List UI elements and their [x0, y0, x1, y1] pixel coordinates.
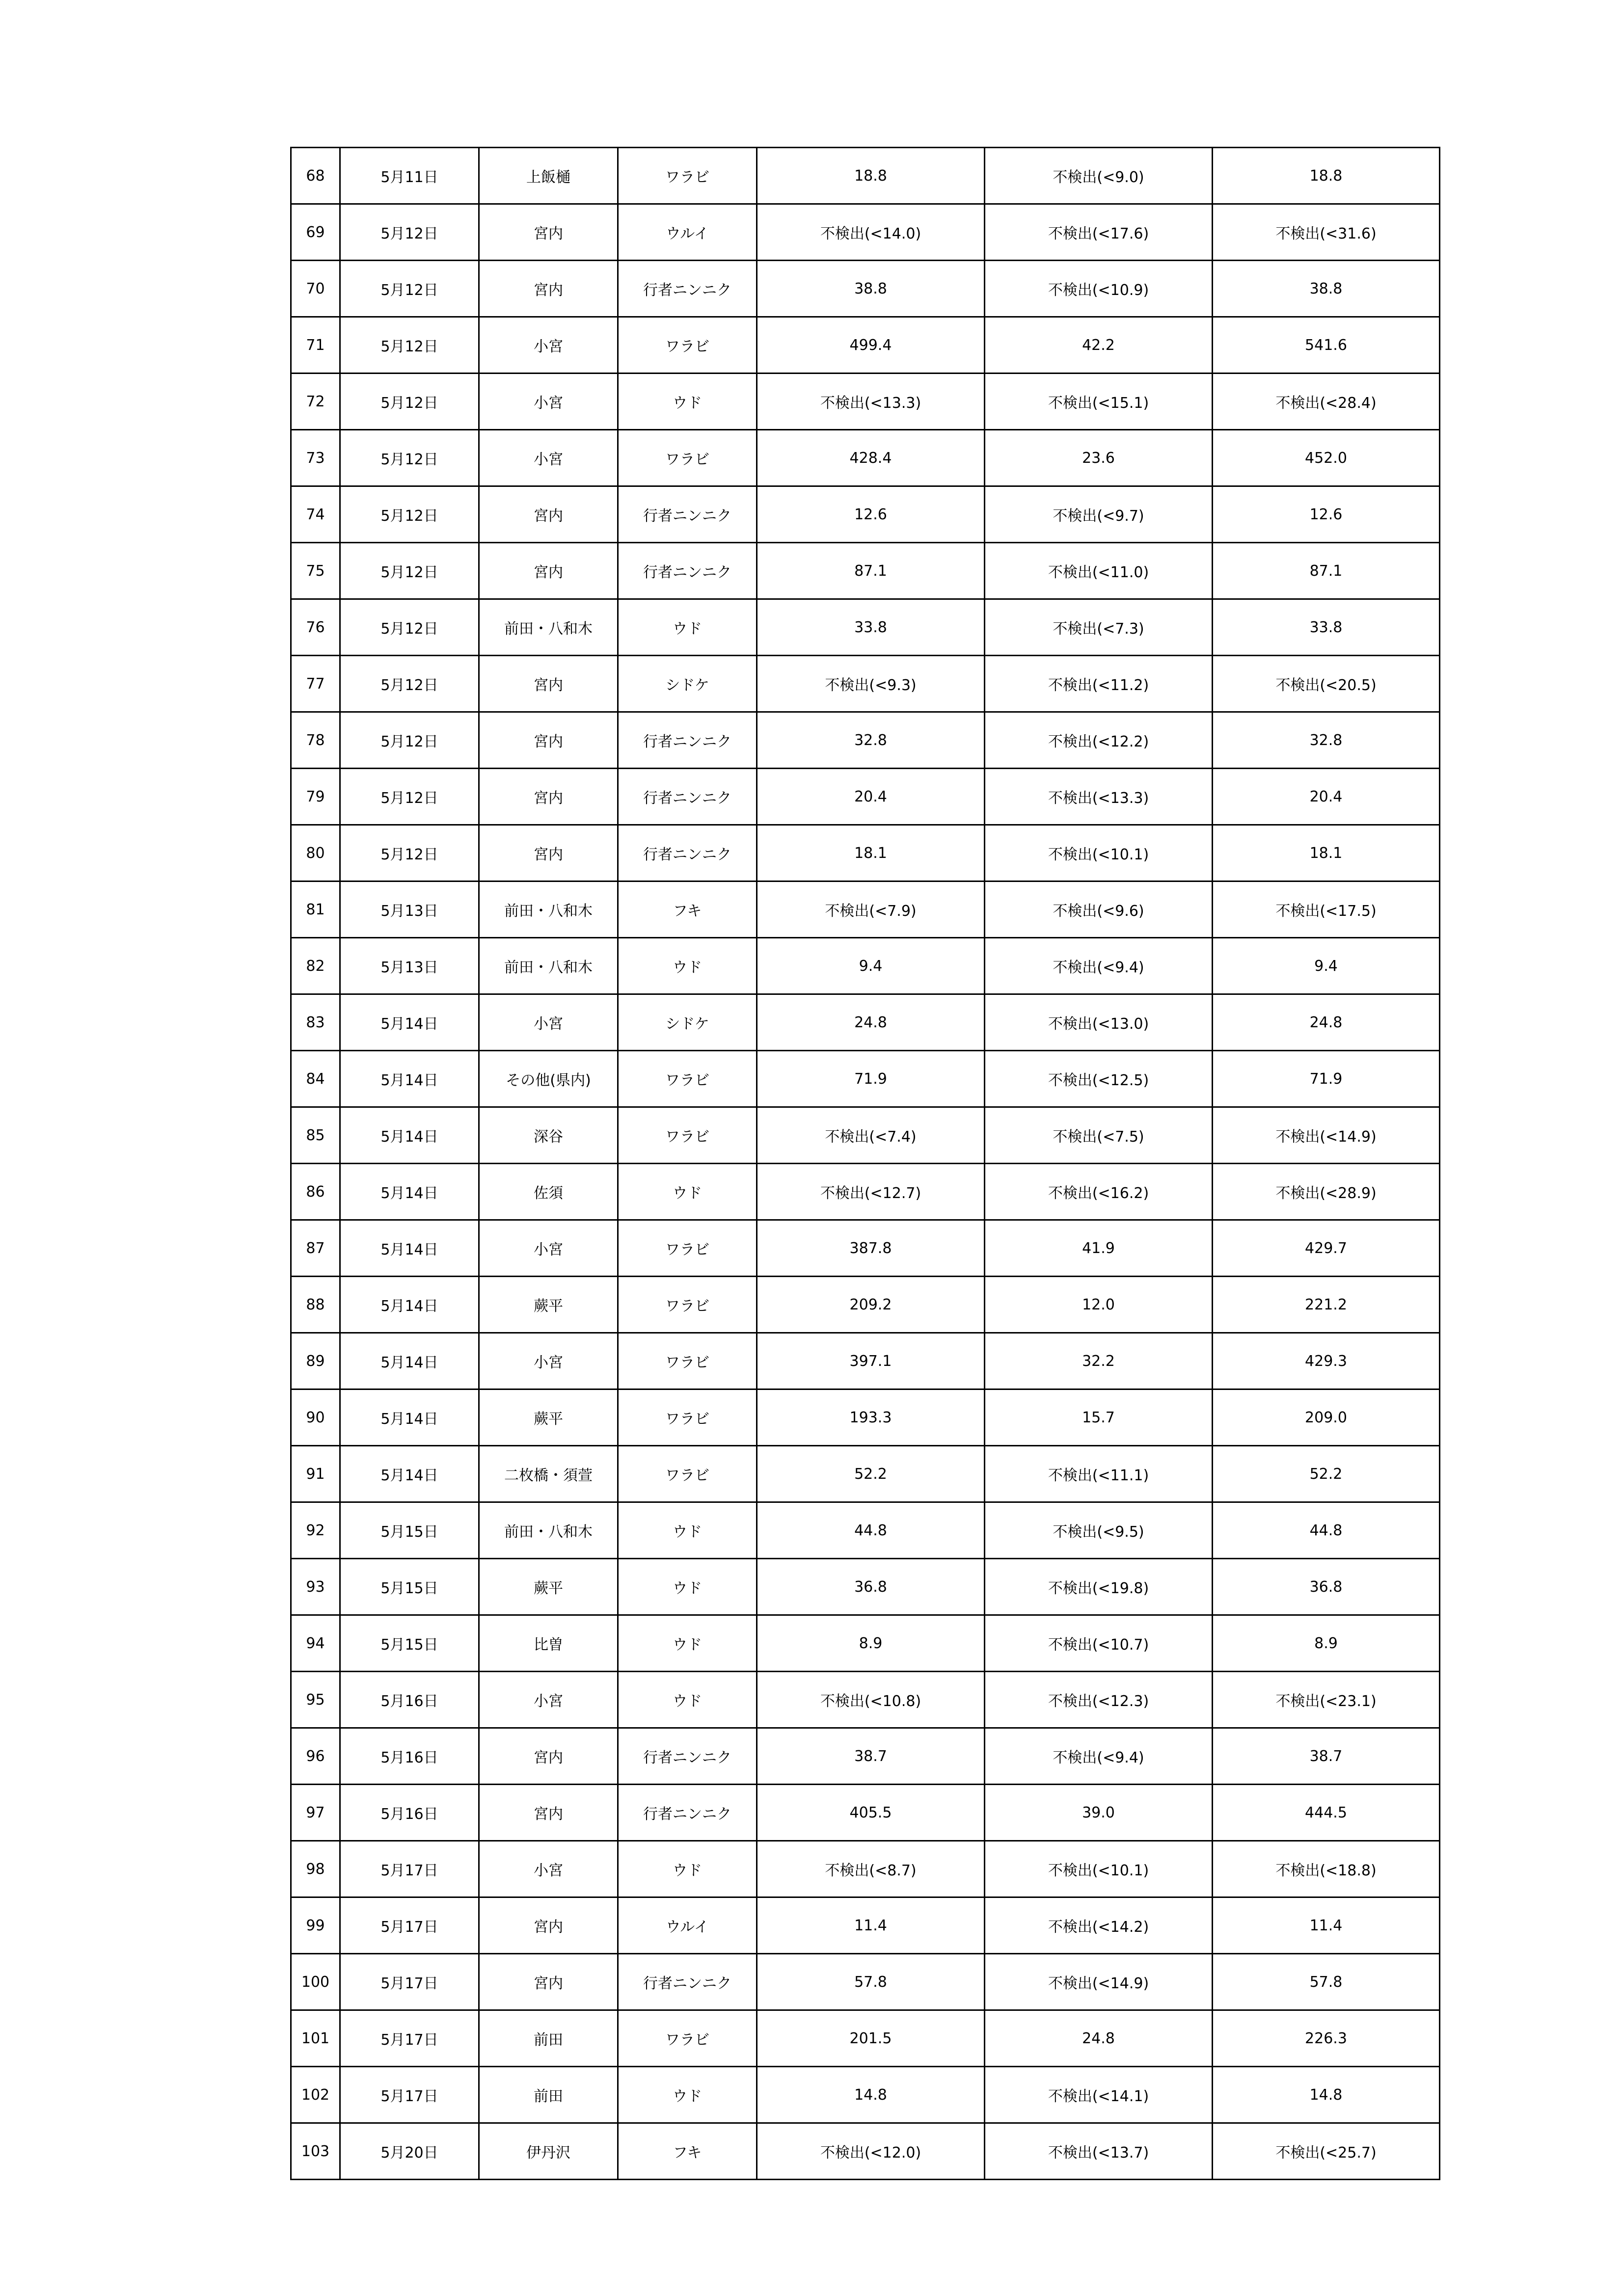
- cell-total: 38.8: [1213, 261, 1440, 317]
- cell-cs137: 不検出(<10.1): [985, 1841, 1213, 1897]
- cell-cs134: 33.8: [757, 599, 985, 656]
- cell-item: ウド: [618, 1164, 757, 1220]
- cell-cs137: 39.0: [985, 1785, 1213, 1841]
- cell-cs137: 不検出(<13.7): [985, 2123, 1213, 2180]
- cell-no: 90: [291, 1389, 340, 1446]
- cell-no: 100: [291, 1954, 340, 2010]
- cell-item: ワラビ: [618, 1107, 757, 1164]
- cell-no: 71: [291, 317, 340, 374]
- cell-area: 蕨平: [479, 1559, 618, 1615]
- cell-item: 行者ニンニク: [618, 1728, 757, 1785]
- cell-area: 宮内: [479, 1728, 618, 1785]
- cell-cs137: 不検出(<9.0): [985, 148, 1213, 204]
- cell-no: 84: [291, 1051, 340, 1107]
- cell-cs137: 不検出(<12.3): [985, 1672, 1213, 1728]
- cell-no: 70: [291, 261, 340, 317]
- cell-date: 5月15日: [340, 1502, 479, 1559]
- cell-no: 80: [291, 825, 340, 881]
- table-row: [291, 148, 1440, 204]
- cell-total: 18.8: [1213, 148, 1440, 204]
- cell-area: 前田: [479, 2010, 618, 2067]
- table-row: [291, 1389, 1440, 1446]
- cell-area: 小宮: [479, 994, 618, 1051]
- cell-cs137: 不検出(<14.2): [985, 1897, 1213, 1954]
- cell-date: 5月14日: [340, 1389, 479, 1446]
- table-row: [291, 599, 1440, 656]
- table-row: [291, 2123, 1440, 2180]
- cell-total: 541.6: [1213, 317, 1440, 374]
- cell-cs137: 不検出(<9.4): [985, 938, 1213, 994]
- cell-no: 83: [291, 994, 340, 1051]
- table-row: [291, 2010, 1440, 2067]
- cell-cs137: 不検出(<7.5): [985, 1107, 1213, 1164]
- cell-date: 5月11日: [340, 148, 479, 204]
- cell-date: 5月12日: [340, 656, 479, 712]
- cell-cs134: 87.1: [757, 543, 985, 599]
- cell-area: 宮内: [479, 769, 618, 825]
- cell-item: ウド: [618, 1615, 757, 1672]
- cell-no: 94: [291, 1615, 340, 1672]
- cell-area: 宮内: [479, 825, 618, 881]
- table-row: [291, 656, 1440, 712]
- cell-no: 102: [291, 2067, 340, 2123]
- cell-date: 5月12日: [340, 317, 479, 374]
- cell-cs134: 不検出(<10.8): [757, 1672, 985, 1728]
- table-row: [291, 317, 1440, 374]
- cell-date: 5月16日: [340, 1672, 479, 1728]
- cell-cs134: 405.5: [757, 1785, 985, 1841]
- cell-area: 宮内: [479, 543, 618, 599]
- cell-cs137: 不検出(<10.1): [985, 825, 1213, 881]
- cell-cs134: 24.8: [757, 994, 985, 1051]
- table-row: [291, 1785, 1440, 1841]
- cell-total: 452.0: [1213, 430, 1440, 486]
- cell-cs134: 8.9: [757, 1615, 985, 1672]
- table-row: [291, 1107, 1440, 1164]
- results-sheet: [290, 147, 1439, 2180]
- cell-cs134: 209.2: [757, 1277, 985, 1333]
- cell-cs137: 24.8: [985, 2010, 1213, 2067]
- cell-area: 深谷: [479, 1107, 618, 1164]
- cell-no: 91: [291, 1446, 340, 1502]
- cell-cs137: 32.2: [985, 1333, 1213, 1389]
- table-row: [291, 1502, 1440, 1559]
- cell-total: 36.8: [1213, 1559, 1440, 1615]
- table-row: [291, 1277, 1440, 1333]
- cell-area: 宮内: [479, 1785, 618, 1841]
- cell-item: ワラビ: [618, 1446, 757, 1502]
- cell-item: ウルイ: [618, 1897, 757, 1954]
- cell-no: 98: [291, 1841, 340, 1897]
- cell-total: 38.7: [1213, 1728, 1440, 1785]
- cell-total: 12.6: [1213, 486, 1440, 543]
- table-row: [291, 1615, 1440, 1672]
- cell-cs134: 20.4: [757, 769, 985, 825]
- cell-no: 72: [291, 374, 340, 430]
- cell-area: 宮内: [479, 204, 618, 261]
- cell-date: 5月12日: [340, 599, 479, 656]
- cell-cs137: 不検出(<12.2): [985, 712, 1213, 769]
- cell-date: 5月17日: [340, 2067, 479, 2123]
- cell-total: 14.8: [1213, 2067, 1440, 2123]
- cell-cs137: 15.7: [985, 1389, 1213, 1446]
- cell-no: 75: [291, 543, 340, 599]
- cell-cs137: 不検出(<14.1): [985, 2067, 1213, 2123]
- cell-area: 前田: [479, 2067, 618, 2123]
- cell-area: 宮内: [479, 1954, 618, 2010]
- cell-total: 226.3: [1213, 2010, 1440, 2067]
- table-row: [291, 1446, 1440, 1502]
- cell-no: 103: [291, 2123, 340, 2180]
- cell-cs134: 201.5: [757, 2010, 985, 2067]
- cell-area: 宮内: [479, 712, 618, 769]
- cell-total: 不検出(<18.8): [1213, 1841, 1440, 1897]
- cell-cs137: 不検出(<11.2): [985, 656, 1213, 712]
- cell-date: 5月12日: [340, 712, 479, 769]
- table-row: [291, 769, 1440, 825]
- cell-no: 87: [291, 1220, 340, 1277]
- cell-no: 68: [291, 148, 340, 204]
- cell-date: 5月17日: [340, 1954, 479, 2010]
- cell-date: 5月17日: [340, 1897, 479, 1954]
- cell-no: 89: [291, 1333, 340, 1389]
- cell-item: ウド: [618, 1841, 757, 1897]
- cell-cs134: 71.9: [757, 1051, 985, 1107]
- cell-cs137: 不検出(<16.2): [985, 1164, 1213, 1220]
- table-row: [291, 1051, 1440, 1107]
- table-row: [291, 1333, 1440, 1389]
- cell-cs134: 499.4: [757, 317, 985, 374]
- cell-cs134: 18.1: [757, 825, 985, 881]
- cell-cs137: 23.6: [985, 430, 1213, 486]
- cell-cs137: 42.2: [985, 317, 1213, 374]
- table-row: [291, 486, 1440, 543]
- table-row: [291, 825, 1440, 881]
- cell-item: ウド: [618, 374, 757, 430]
- cell-total: 20.4: [1213, 769, 1440, 825]
- cell-cs134: 不検出(<7.4): [757, 1107, 985, 1164]
- cell-area: 小宮: [479, 1333, 618, 1389]
- cell-area: 宮内: [479, 261, 618, 317]
- cell-date: 5月17日: [340, 1841, 479, 1897]
- cell-no: 99: [291, 1897, 340, 1954]
- table-row: [291, 1841, 1440, 1897]
- cell-item: 行者ニンニク: [618, 1954, 757, 2010]
- cell-cs137: 不検出(<14.9): [985, 1954, 1213, 2010]
- cell-item: 行者ニンニク: [618, 769, 757, 825]
- cell-date: 5月12日: [340, 261, 479, 317]
- cell-date: 5月12日: [340, 543, 479, 599]
- cell-item: ワラビ: [618, 1277, 757, 1333]
- cell-no: 85: [291, 1107, 340, 1164]
- cell-item: ワラビ: [618, 2010, 757, 2067]
- table-body: [291, 148, 1440, 2180]
- cell-total: 32.8: [1213, 712, 1440, 769]
- cell-cs134: 32.8: [757, 712, 985, 769]
- cell-item: ウド: [618, 938, 757, 994]
- cell-date: 5月14日: [340, 1333, 479, 1389]
- table-row: [291, 2067, 1440, 2123]
- cell-total: 9.4: [1213, 938, 1440, 994]
- cell-item: ワラビ: [618, 148, 757, 204]
- cell-cs134: 12.6: [757, 486, 985, 543]
- cell-cs137: 12.0: [985, 1277, 1213, 1333]
- table-row: [291, 1672, 1440, 1728]
- cell-cs137: 不検出(<7.3): [985, 599, 1213, 656]
- cell-item: ウド: [618, 1502, 757, 1559]
- cell-area: 宮内: [479, 1897, 618, 1954]
- cell-cs137: 不検出(<10.7): [985, 1615, 1213, 1672]
- cell-date: 5月15日: [340, 1559, 479, 1615]
- cell-cs137: 不検出(<9.6): [985, 881, 1213, 938]
- cell-date: 5月13日: [340, 938, 479, 994]
- cell-no: 73: [291, 430, 340, 486]
- cell-total: 11.4: [1213, 1897, 1440, 1954]
- table-row: [291, 1728, 1440, 1785]
- cell-cs134: 397.1: [757, 1333, 985, 1389]
- cell-item: シドケ: [618, 656, 757, 712]
- cell-total: 不検出(<23.1): [1213, 1672, 1440, 1728]
- cell-date: 5月14日: [340, 1051, 479, 1107]
- cell-item: 行者ニンニク: [618, 1785, 757, 1841]
- cell-cs137: 不検出(<11.1): [985, 1446, 1213, 1502]
- cell-area: 前田・八和木: [479, 938, 618, 994]
- table-row: [291, 1559, 1440, 1615]
- cell-cs134: 428.4: [757, 430, 985, 486]
- cell-total: 33.8: [1213, 599, 1440, 656]
- cell-item: 行者ニンニク: [618, 825, 757, 881]
- cell-item: フキ: [618, 2123, 757, 2180]
- cell-total: 不検出(<20.5): [1213, 656, 1440, 712]
- cell-total: 444.5: [1213, 1785, 1440, 1841]
- cell-item: ワラビ: [618, 1051, 757, 1107]
- cell-cs134: 36.8: [757, 1559, 985, 1615]
- cell-cs137: 不検出(<19.8): [985, 1559, 1213, 1615]
- cell-area: 蕨平: [479, 1277, 618, 1333]
- cell-item: ワラビ: [618, 1389, 757, 1446]
- cell-date: 5月14日: [340, 1446, 479, 1502]
- cell-cs134: 387.8: [757, 1220, 985, 1277]
- cell-total: 不検出(<31.6): [1213, 204, 1440, 261]
- cell-date: 5月14日: [340, 1164, 479, 1220]
- cell-date: 5月16日: [340, 1728, 479, 1785]
- cell-no: 86: [291, 1164, 340, 1220]
- cell-cs137: 41.9: [985, 1220, 1213, 1277]
- cell-cs137: 不検出(<17.6): [985, 204, 1213, 261]
- cell-area: 小宮: [479, 317, 618, 374]
- cell-total: 209.0: [1213, 1389, 1440, 1446]
- cell-total: 不検出(<17.5): [1213, 881, 1440, 938]
- table-row: [291, 374, 1440, 430]
- cell-total: 不検出(<28.4): [1213, 374, 1440, 430]
- cell-cs134: 52.2: [757, 1446, 985, 1502]
- cell-date: 5月14日: [340, 1107, 479, 1164]
- cell-cs134: 不検出(<9.3): [757, 656, 985, 712]
- cell-cs137: 不検出(<15.1): [985, 374, 1213, 430]
- cell-item: 行者ニンニク: [618, 261, 757, 317]
- cell-total: 不検出(<28.9): [1213, 1164, 1440, 1220]
- cell-date: 5月12日: [340, 769, 479, 825]
- cell-no: 95: [291, 1672, 340, 1728]
- cell-cs134: 57.8: [757, 1954, 985, 2010]
- cell-date: 5月12日: [340, 430, 479, 486]
- cell-total: 44.8: [1213, 1502, 1440, 1559]
- cell-date: 5月13日: [340, 881, 479, 938]
- cell-area: その他(県内): [479, 1051, 618, 1107]
- cell-area: 宮内: [479, 486, 618, 543]
- cell-no: 97: [291, 1785, 340, 1841]
- table-row: [291, 204, 1440, 261]
- cell-cs134: 不検出(<12.7): [757, 1164, 985, 1220]
- cell-no: 96: [291, 1728, 340, 1785]
- cell-cs134: 11.4: [757, 1897, 985, 1954]
- cell-area: 宮内: [479, 656, 618, 712]
- cell-item: ワラビ: [618, 1220, 757, 1277]
- cell-area: 上飯樋: [479, 148, 618, 204]
- table-row: [291, 261, 1440, 317]
- cell-item: ウルイ: [618, 204, 757, 261]
- cell-item: ウド: [618, 2067, 757, 2123]
- cell-no: 81: [291, 881, 340, 938]
- cell-total: 87.1: [1213, 543, 1440, 599]
- cell-total: 18.1: [1213, 825, 1440, 881]
- cell-total: 不検出(<14.9): [1213, 1107, 1440, 1164]
- cell-no: 101: [291, 2010, 340, 2067]
- cell-area: 比曽: [479, 1615, 618, 1672]
- cell-date: 5月12日: [340, 204, 479, 261]
- cell-cs134: 38.7: [757, 1728, 985, 1785]
- cell-item: 行者ニンニク: [618, 486, 757, 543]
- cell-cs137: 不検出(<13.3): [985, 769, 1213, 825]
- cell-cs137: 不検出(<9.4): [985, 1728, 1213, 1785]
- cell-date: 5月14日: [340, 1277, 479, 1333]
- cell-cs134: 不検出(<7.9): [757, 881, 985, 938]
- cell-cs137: 不検出(<12.5): [985, 1051, 1213, 1107]
- cell-date: 5月17日: [340, 2010, 479, 2067]
- cell-total: 52.2: [1213, 1446, 1440, 1502]
- table-row: [291, 712, 1440, 769]
- cell-area: 伊丹沢: [479, 2123, 618, 2180]
- cell-no: 78: [291, 712, 340, 769]
- cell-total: 57.8: [1213, 1954, 1440, 2010]
- cell-item: ワラビ: [618, 317, 757, 374]
- cell-date: 5月12日: [340, 825, 479, 881]
- cell-total: 221.2: [1213, 1277, 1440, 1333]
- cell-item: 行者ニンニク: [618, 712, 757, 769]
- cell-no: 88: [291, 1277, 340, 1333]
- cell-date: 5月20日: [340, 2123, 479, 2180]
- cell-no: 69: [291, 204, 340, 261]
- cell-area: 小宮: [479, 1672, 618, 1728]
- cell-no: 77: [291, 656, 340, 712]
- cell-total: 不検出(<25.7): [1213, 2123, 1440, 2180]
- cell-cs134: 14.8: [757, 2067, 985, 2123]
- cell-item: ウド: [618, 1672, 757, 1728]
- cell-cs134: 不検出(<8.7): [757, 1841, 985, 1897]
- cell-cs137: 不検出(<10.9): [985, 261, 1213, 317]
- cell-area: 前田・八和木: [479, 599, 618, 656]
- cell-area: 小宮: [479, 374, 618, 430]
- table-row: [291, 994, 1440, 1051]
- cell-item: 行者ニンニク: [618, 543, 757, 599]
- table-row: [291, 881, 1440, 938]
- cell-area: 小宮: [479, 430, 618, 486]
- cell-item: フキ: [618, 881, 757, 938]
- table-row: [291, 1897, 1440, 1954]
- cell-item: ワラビ: [618, 430, 757, 486]
- cell-cs134: 38.8: [757, 261, 985, 317]
- cell-no: 76: [291, 599, 340, 656]
- cell-area: 佐須: [479, 1164, 618, 1220]
- cell-total: 8.9: [1213, 1615, 1440, 1672]
- cell-no: 74: [291, 486, 340, 543]
- cell-date: 5月16日: [340, 1785, 479, 1841]
- table-row: [291, 1164, 1440, 1220]
- cell-item: ウド: [618, 599, 757, 656]
- table-row: [291, 938, 1440, 994]
- cell-no: 93: [291, 1559, 340, 1615]
- cell-date: 5月14日: [340, 1220, 479, 1277]
- cell-item: シドケ: [618, 994, 757, 1051]
- cell-date: 5月12日: [340, 374, 479, 430]
- cell-total: 71.9: [1213, 1051, 1440, 1107]
- cell-no: 92: [291, 1502, 340, 1559]
- cell-date: 5月12日: [340, 486, 479, 543]
- table-row: [291, 1954, 1440, 2010]
- cell-cs134: 不検出(<14.0): [757, 204, 985, 261]
- cell-cs134: 44.8: [757, 1502, 985, 1559]
- cell-cs137: 不検出(<13.0): [985, 994, 1213, 1051]
- table-row: [291, 430, 1440, 486]
- cell-cs137: 不検出(<11.0): [985, 543, 1213, 599]
- cell-cs137: 不検出(<9.5): [985, 1502, 1213, 1559]
- cell-area: 前田・八和木: [479, 881, 618, 938]
- cell-total: 429.7: [1213, 1220, 1440, 1277]
- cell-total: 429.3: [1213, 1333, 1440, 1389]
- cell-area: 前田・八和木: [479, 1502, 618, 1559]
- cell-no: 82: [291, 938, 340, 994]
- cell-cs134: 不検出(<13.3): [757, 374, 985, 430]
- cell-area: 蕨平: [479, 1389, 618, 1446]
- cell-item: ワラビ: [618, 1333, 757, 1389]
- results-table: [290, 147, 1440, 2180]
- cell-date: 5月14日: [340, 994, 479, 1051]
- table-row: [291, 543, 1440, 599]
- cell-total: 24.8: [1213, 994, 1440, 1051]
- cell-cs134: 193.3: [757, 1389, 985, 1446]
- table-row: [291, 1220, 1440, 1277]
- cell-date: 5月15日: [340, 1615, 479, 1672]
- cell-no: 79: [291, 769, 340, 825]
- cell-area: 小宮: [479, 1220, 618, 1277]
- cell-item: ウド: [618, 1559, 757, 1615]
- cell-cs137: 不検出(<9.7): [985, 486, 1213, 543]
- cell-cs134: 18.8: [757, 148, 985, 204]
- cell-area: 小宮: [479, 1841, 618, 1897]
- cell-cs134: 9.4: [757, 938, 985, 994]
- cell-area: 二枚橋・須萱: [479, 1446, 618, 1502]
- cell-cs134: 不検出(<12.0): [757, 2123, 985, 2180]
